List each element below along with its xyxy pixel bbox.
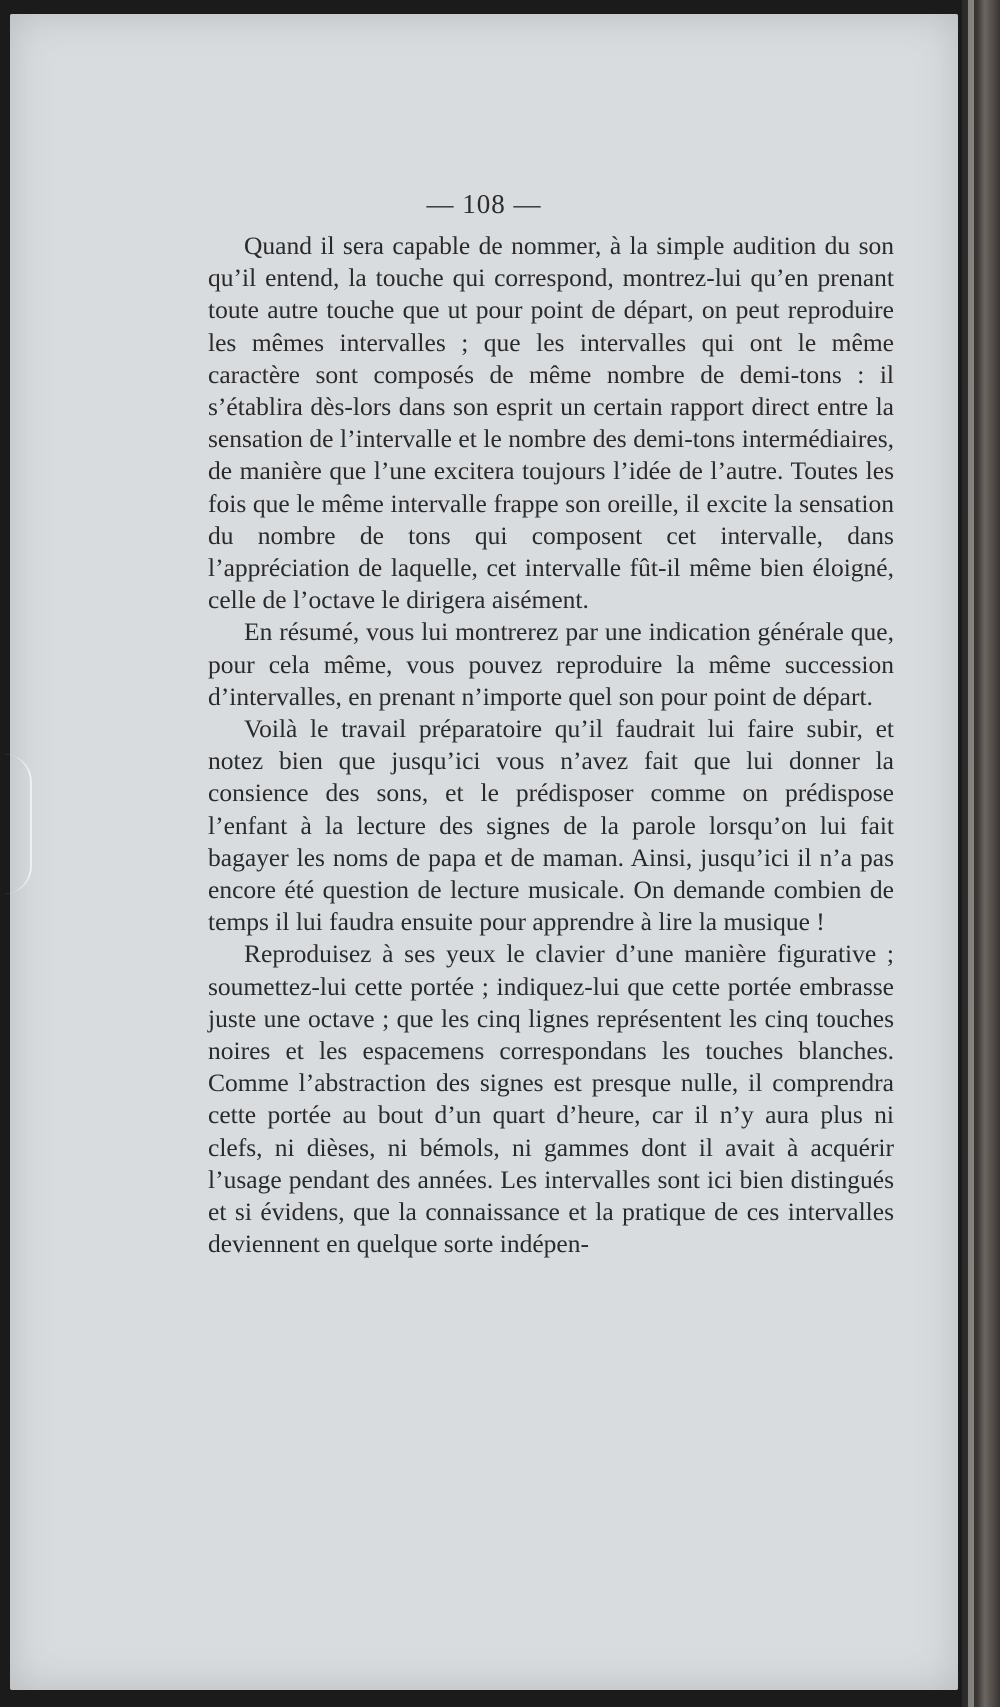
- page-fold-mark: [4, 754, 32, 894]
- page-edge: [968, 0, 974, 1707]
- book-page: [10, 14, 958, 1690]
- page-number: — 108 —: [426, 189, 542, 219]
- paragraph: Reproduisez à ses yeux le clavier d’une manière figurative ; soumettez-lui cette portée ; indiquez-lui que cette portée embrasse juste une octave ; que les cinq lignes représentent les cinq touches noires et les espacemens correspondans les touches blanches. Comme l’abstraction des signes est presque nulle, il comprendra cette portée au bout d’un quart d’heure, car il n’y aura plus ni clefs, ni dièses, ni bémols, ni gammes dont il avait à acquérir l’usage pendant des années. Les intervalles sont ici bien distingués et si évidens, que la connaissance et la pratique de ces intervalles deviennent en quelque sorte indépen-: [208, 939, 894, 1259]
- paragraph: Voilà le travail préparatoire qu’il faudrait lui faire subir, et notez bien que jusqu’ici vous n’avez fait que lui donner la consience des sons, et le prédisposer comme on prédispose l’enfant à la lecture des signes de la parole lorsqu’on lui fait bagayer les noms de papa et de maman. Ainsi, jusqu’ici il n’a pas encore été question de lecture musicale. On demande combien de temps il lui faudra ensuite pour apprendre à lire la musique !: [208, 714, 894, 937]
- book-binding-edge: [962, 0, 1000, 1707]
- paragraph: Quand il sera capable de nommer, à la simple audition du son qu’il entend, la touche qui correspond, montrez-lui qu’en prenant toute autre touche que ut pour point de départ, on peut reproduire les mêmes intervalles ; que les intervalles qui ont le même caractère sont composés de même nombre de demi-tons : il s’établira dès-lors dans son esprit un certain rapport direct entre la sensation de l’intervalle et le nombre des demi-tons intermédiaires, de manière que l’une excitera toujours l’idée de l’autre. Toutes les fois que le même intervalle frappe son oreille, il excite la sensation du nombre de tons qui composent cet intervalle, dans l’appréciation de laquelle, cet intervalle fût-il même bien éloigné, celle de l’octave le dirigera aisément.: [208, 231, 894, 615]
- paragraph: En résumé, vous lui montrerez par une indication générale que, pour cela même, vous pouvez reproduire la même succession d’intervalles, en prenant n’importe quel son pour point de départ.: [208, 617, 894, 711]
- page-body-text: [208, 230, 894, 1261]
